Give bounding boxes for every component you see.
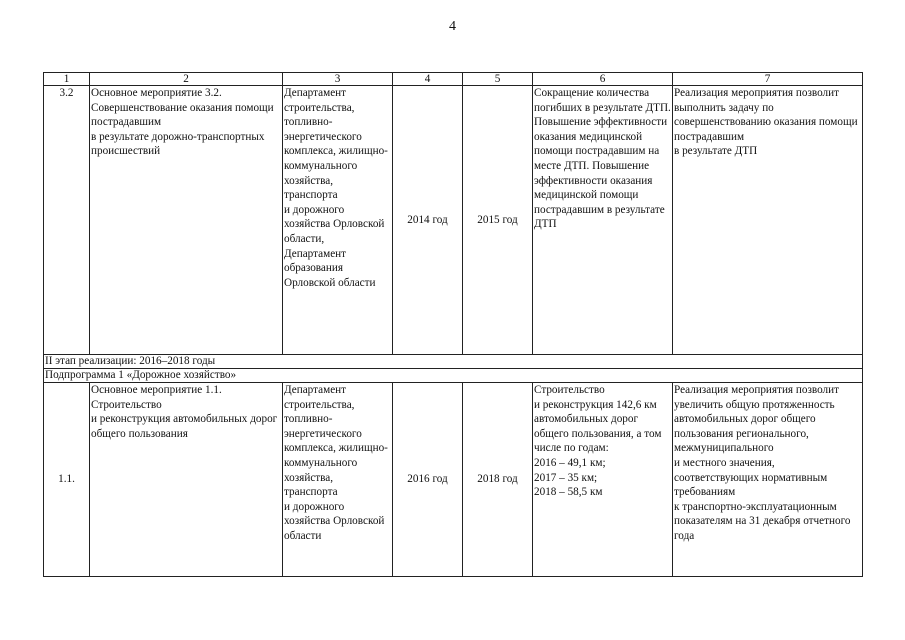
expected-result: Сокращение количества погибших в результате ДТП. Повышение эффективности оказания медицинской помощи пострадавшим на месте ДТП. Повышение эффективности оказания медицинской помощи пострадавшим в результате ДТП (533, 86, 673, 355)
row-number: 3.2 (44, 86, 90, 355)
column-header: 2 (90, 73, 283, 86)
column-number-row (44, 73, 863, 86)
consequence: Реализация мероприятия позволит выполнить задачу по совершенствованию оказания помощи пострадавшим в результате ДТП (673, 86, 863, 355)
end-year: 2018 год (463, 383, 533, 577)
column-header: 3 (283, 73, 393, 86)
page-number: 4 (449, 19, 456, 34)
executor: Департамент строительства, топливно-энергетического комплекса, жилищно-коммунального хозяйства, транспорта и дорожного хозяйства Орловской области, Департамент образования Орловской области (283, 86, 393, 355)
stage-heading: II этап реализации: 2016–2018 годы (44, 355, 863, 369)
end-year: 2015 год (463, 86, 533, 355)
column-header: 1 (44, 73, 90, 86)
row-number: 1.1. (44, 383, 90, 577)
subprogram-heading: Подпрограмма 1 «Дорожное хозяйство» (44, 369, 863, 383)
column-header: 7 (673, 73, 863, 86)
start-year: 2016 год (393, 383, 463, 577)
column-header: 6 (533, 73, 673, 86)
program-events-table (43, 72, 863, 577)
column-header: 4 (393, 73, 463, 86)
stage-row (44, 355, 863, 369)
consequence: Реализация мероприятия позволит увеличить общую протяженность автомобильных дорог общего пользования регионального, межмуниципального и местного значения, соответствующих нормативным требованиям к транспортно-эксплуатационным показателям на 31 декабря отчетного года (673, 383, 863, 577)
event-name: Основное мероприятие 1.1. Строительство и реконструкция автомобильных дорог общего пользования (90, 383, 283, 577)
table-row (44, 86, 863, 355)
table-row (44, 383, 863, 577)
subprogram-row (44, 369, 863, 383)
event-name: Основное мероприятие 3.2. Совершенствование оказания помощи пострадавшим в результате дорожно-транспортных происшествий (90, 86, 283, 355)
executor: Департамент строительства, топливно-энергетического комплекса, жилищно-коммунального хозяйства, транспорта и дорожного хозяйства Орловской области (283, 383, 393, 577)
column-header: 5 (463, 73, 533, 86)
expected-result: Строительство и реконструкция 142,6 км автомобильных дорог общего пользования, а том числе по годам: 2016 – 49,1 км; 2017 – 35 км; 2018 – 58,5 км (533, 383, 673, 577)
start-year: 2014 год (393, 86, 463, 355)
